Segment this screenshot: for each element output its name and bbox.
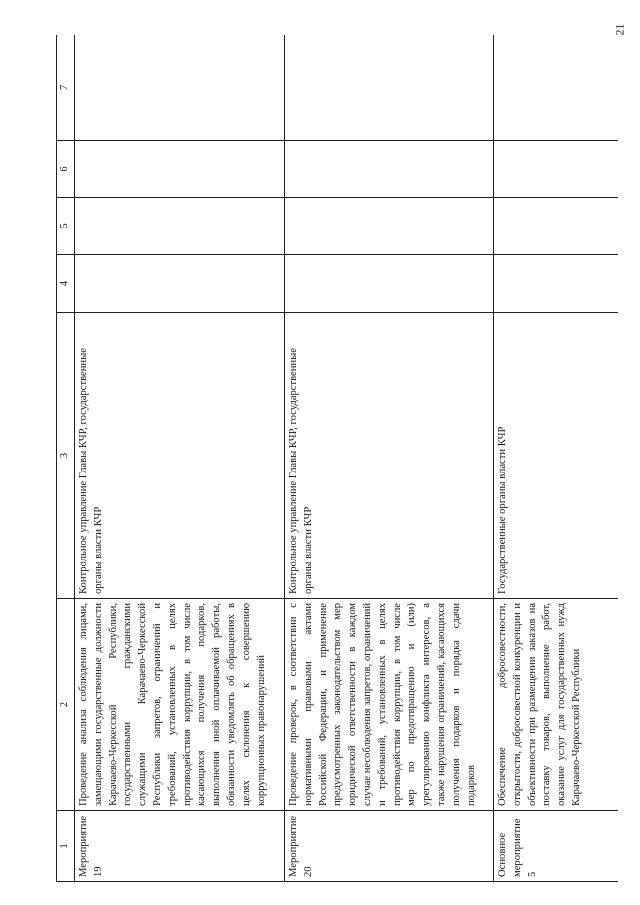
- rotated-table-container: [56, 35, 618, 882]
- header-col-4: 4: [57, 255, 75, 313]
- header-col-5: 5: [57, 198, 75, 255]
- table-row: [285, 35, 494, 882]
- page-number: 21: [612, 23, 627, 36]
- header-row: [57, 35, 75, 882]
- cell-col-6: [285, 141, 494, 198]
- header-col-3: 3: [57, 313, 75, 599]
- header-col-1: 1: [57, 811, 75, 882]
- responsible-executor: Государственные органы власти КЧР: [494, 313, 619, 599]
- cell-col-5: [285, 198, 494, 255]
- measure-description: Проведение анализа соблюдения лицами, замещающими государственные должности Карачаево-Черкесской Республики, государственными гражданскими служащими Карачаево-Черкесской Республики запретов, ограничений и требований, установленных в целях противодействия коррупции, в том числе касающихся получения подарков, выполнения иной оплачиваемой работы, обязанности уведомлять об обращениях в целях склонения к совершению коррупционных правонарушений: [75, 599, 285, 811]
- header-col-6: 6: [57, 141, 75, 198]
- table-row: [494, 35, 619, 882]
- table-viewport: [56, 35, 618, 882]
- cell-col-4: [494, 255, 619, 313]
- measures-table: [56, 35, 618, 882]
- measure-description: Обеспечение добросовестности, открытости, добросовестной конкуренции и объективности при размещении заказов на поставку товаров, выполнение работ, оказание услуг для государственных нужд Карачаево-Черкесской Республики: [494, 599, 619, 811]
- cell-col-5: [75, 198, 285, 255]
- cell-col-4: [285, 255, 494, 313]
- responsible-executor: Контрольное управление Главы КЧР, государственные органы власти КЧР: [285, 313, 494, 599]
- measure-description: Проведение проверок, в соответствии с нормативными правовыми актами Российской Федерации, и применение предусмотренных законодательством мер юридической ответственности в каждом случае несоблюдения запретов, ограничений и требований, установленных в целях противодействия коррупции, в том числе мер по предотвращению и (или) урегулированию конфликта интересов, а также нарушения ограничений, касающихся получения подарков и порядка сдачи подарков: [285, 599, 494, 811]
- measure-name: Мероприятие 20: [285, 811, 494, 882]
- cell-col-4: [75, 255, 285, 313]
- measure-name: Мероприятие 19: [75, 811, 285, 882]
- cell-col-6: [75, 141, 285, 198]
- cell-col-5: [494, 198, 619, 255]
- cell-col-7: [494, 35, 619, 141]
- header-col-2: 2: [57, 599, 75, 811]
- header-col-7: 7: [57, 35, 75, 141]
- measure-name: Основное мероприятие 5: [494, 811, 619, 882]
- table-row: [75, 35, 285, 882]
- responsible-executor: Контрольное управление Главы КЧР, государственные органы власти КЧР: [75, 313, 285, 599]
- cell-col-7: [285, 35, 494, 141]
- cell-col-7: [75, 35, 285, 141]
- cell-col-6: [494, 141, 619, 198]
